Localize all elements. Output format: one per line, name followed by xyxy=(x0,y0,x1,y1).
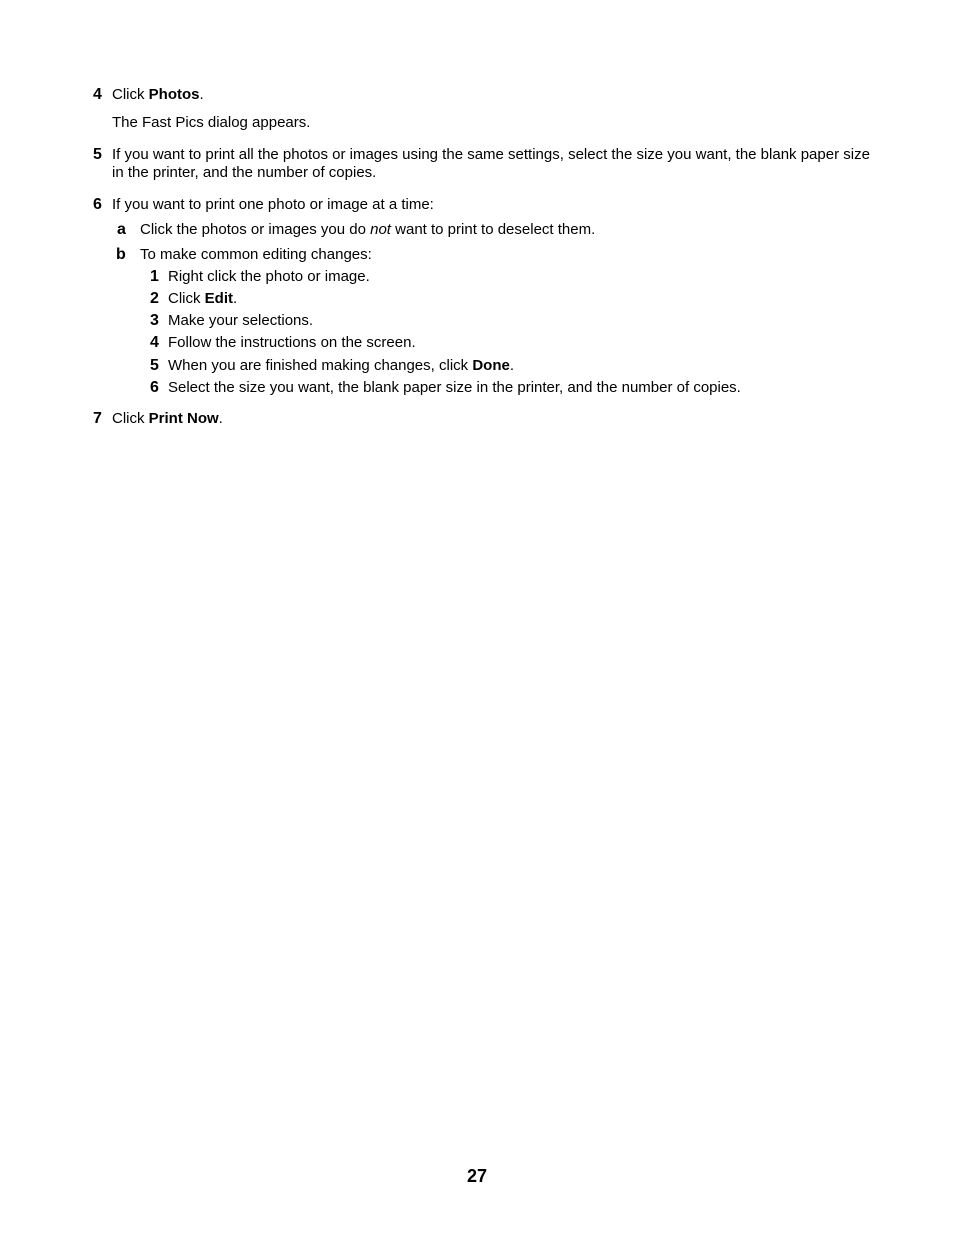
item-text: Right click the photo or image. xyxy=(168,268,370,285)
item-text xyxy=(168,290,237,308)
step-text-pre: Click xyxy=(112,410,149,427)
item-number: 2 xyxy=(150,290,159,307)
item-text-pre: When you are finished making changes, click xyxy=(168,357,473,374)
item-number: 4 xyxy=(150,334,159,351)
step-number: 7 xyxy=(93,410,102,427)
step-text xyxy=(112,86,204,104)
item-number: 3 xyxy=(150,312,159,329)
step-text-post: . xyxy=(199,86,204,103)
substep-letter: a xyxy=(117,221,126,238)
item-number: 1 xyxy=(150,268,159,285)
item-number: 6 xyxy=(150,379,159,396)
step-text: If you want to print one photo or image at a time: xyxy=(112,196,434,213)
step-text-bold: Photos xyxy=(148,86,200,103)
item-text: Make your selections. xyxy=(168,312,314,329)
item-text-bold: Edit xyxy=(204,290,234,307)
substep-text: To make common editing changes: xyxy=(140,246,372,263)
substep-text-italic: not xyxy=(370,221,391,238)
step-number: 6 xyxy=(93,196,102,213)
item-text-bold: Done xyxy=(472,357,510,374)
step-text-bold: Print Now xyxy=(148,410,219,427)
step-number: 4 xyxy=(93,86,102,103)
item-text: Follow the instructions on the screen. xyxy=(168,334,416,351)
step-text: If you want to print all the photos or images using the same settings, select the size you want, the blank paper size in the printer, and the number of copies. xyxy=(112,146,870,181)
item-text-post: . xyxy=(509,357,514,374)
substep-text xyxy=(140,221,595,239)
step-note: The Fast Pics dialog appears. xyxy=(112,114,311,131)
item-text-post: . xyxy=(233,290,238,307)
page-number: 27 xyxy=(466,1166,488,1186)
item-number: 5 xyxy=(150,357,159,374)
step-text-pre: Click xyxy=(112,86,149,103)
step-text xyxy=(112,410,223,428)
item-text: Select the size you want, the blank paper size in the printer, and the number of copies. xyxy=(168,379,741,396)
substep-text-pre: Click the photos or images you do xyxy=(140,221,371,238)
step-text-post: . xyxy=(218,410,223,427)
substep-letter: b xyxy=(116,246,126,263)
step-number: 5 xyxy=(93,146,102,163)
item-text xyxy=(168,357,514,375)
item-text-pre: Click xyxy=(168,290,205,307)
substep-text-post: want to print to deselect them. xyxy=(390,221,596,238)
